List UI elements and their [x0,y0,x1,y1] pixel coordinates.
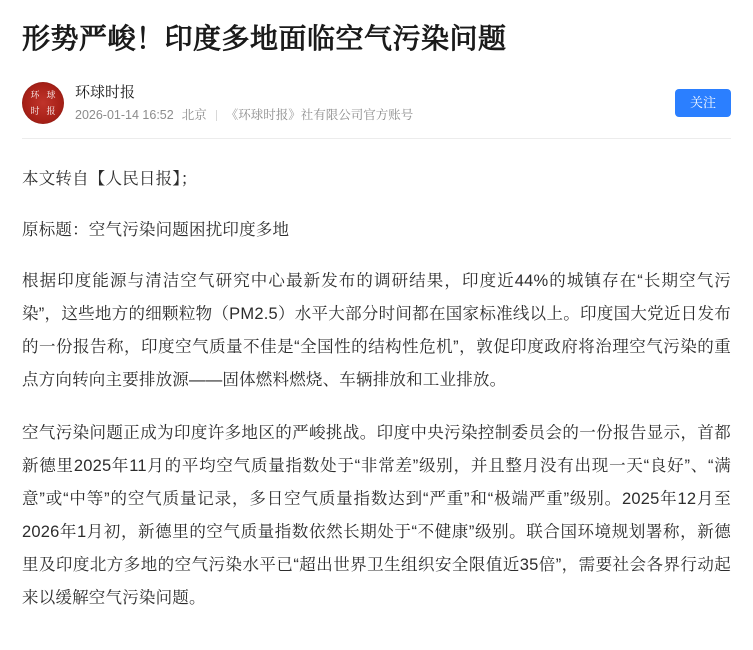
paragraph-original-title: 原标题：空气污染问题困扰印度多地 [22,221,290,240]
avatar-glyph-1: 环 [30,89,40,100]
byline [22,76,731,139]
avatar-glyph-2: 球 [46,89,56,100]
avatar[interactable] [22,82,64,124]
paragraph-reprint-note: 本文转自【人民日报】； [22,170,198,189]
timestamp: 2026-01-14 16:52 [75,107,174,122]
paragraph-body-2: 空气污染问题正成为印度许多地区的严峻挑战。印度中央污染控制委员会的一份报告显示，首都新德里2025年11月的平均空气质量指数处于“非常差”级别，并且整月没有出现一天“良好”、“满意”或“中等”的空气质量记录，多日空气质量指数达到“严重”和“极端严重”级别。2025年12月至2026年1月初，新德里的空气质量指数依然长期处于“不健康”级别。联合国环境规划署称，新德里及印度北方多地的空气污染水平已“超出世界卫生组织安全限值近35倍”，需要社会各界行动起来以缓解空气污染问题。 [22,424,731,608]
source-name[interactable]: 环球时报 [75,83,136,101]
account-note: 《环球时报》社有限公司官方账号 [225,107,414,122]
avatar-glyph-3: 时 [30,105,40,116]
byline-texts [75,82,675,125]
page-title: 形势严峻！印度多地面临空气污染问题 [22,23,507,54]
meta-divider [216,110,217,121]
avatar-glyph-4: 报 [46,105,56,116]
article-body [22,153,731,615]
paragraph-body-1: 根据印度能源与清洁空气研究中心最新发布的调研结果，印度近44%的城镇存在“长期空气污染”，这些地方的细颗粒物（PM2.5）水平大部分时间都在国家标准线以上。印度国大党近日发布的一份报告称，印度空气质量不佳是“全国性的结构性危机”，敦促印度政府将治理空气污染的重点方向转向主要排放源——固体燃料燃烧、车辆排放和工业排放。 [22,272,731,390]
follow-button[interactable]: 关注 [675,89,731,117]
meta-row [75,107,675,125]
avatar-glyphs [22,82,64,124]
location: 北京 [181,107,207,122]
header-divider [22,138,731,139]
